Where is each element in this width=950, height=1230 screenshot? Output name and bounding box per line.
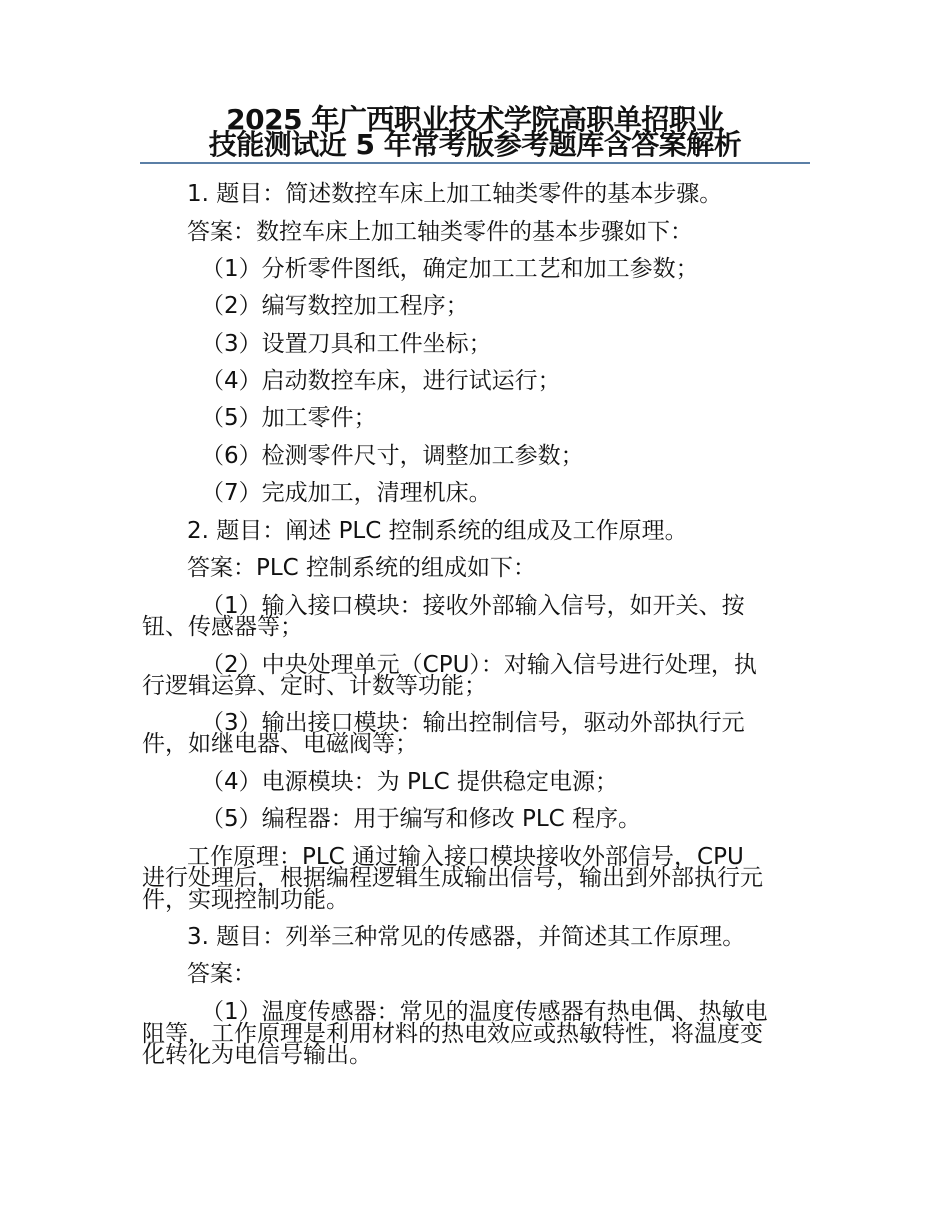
answer-2-item-3: （3）输出接口模块：输出控制信号，驱动外部执行元 — [201, 710, 745, 736]
answer-1-step-7: （7）完成加工，清理机床。 — [201, 480, 492, 506]
answer-3-item-1-cont-1: 阻等，工作原理是利用材料的热电效应或热敏特性，将温度变 — [142, 1021, 763, 1047]
answer-3-intro: 答案： — [187, 961, 256, 987]
answer-1-step-4: （4）启动数控车床，进行试运行； — [201, 368, 561, 394]
answer-2-item-4: （4）电源模块：为 PLC 提供稳定电源； — [201, 769, 618, 795]
answer-2-item-2: （2）中央处理单元（CPU）：对输入信号进行处理，执 — [201, 652, 757, 678]
answer-2-item-2-cont: 行逻辑运算、定时、计数等功能； — [142, 673, 487, 699]
answer-2-item-5: （5）编程器：用于编写和修改 PLC 程序。 — [201, 806, 641, 832]
answer-2-item-3-cont: 件，如继电器、电磁阀等； — [142, 731, 418, 757]
answer-1-step-3: （3）设置刀具和工件坐标； — [201, 331, 492, 357]
question-2: 2. 题目：阐述 PLC 控制系统的组成及工作原理。 — [187, 518, 688, 544]
answer-3-item-1: （1）温度传感器：常见的温度传感器有热电偶、热敏电 — [201, 999, 768, 1025]
answer-2-principle-cont-2: 件，实现控制功能。 — [142, 887, 349, 913]
answer-1-step-1: （1）分析零件图纸，确定加工工艺和加工参数； — [201, 256, 699, 282]
document-title-line-1: 2025 年广西职业技术学院高职单招职业 — [226, 103, 724, 136]
answer-1-step-6: （6）检测零件尺寸，调整加工参数； — [201, 443, 584, 469]
answer-1-step-2: （2）编写数控加工程序； — [201, 293, 469, 319]
answer-1-step-5: （5）加工零件； — [201, 405, 377, 431]
question-1: 1. 题目：简述数控车床上加工轴类零件的基本步骤。 — [187, 181, 723, 207]
answer-2-intro: 答案：PLC 控制系统的组成如下： — [187, 555, 537, 581]
answer-1-intro: 答案：数控车床上加工轴类零件的基本步骤如下： — [187, 219, 693, 245]
question-3: 3. 题目：列举三种常见的传感器，并简述其工作原理。 — [187, 924, 746, 950]
document-title-line-2: 技能测试近 5 年常考版参考题库含答案解析 — [208, 128, 742, 161]
answer-2-item-1: （1）输入接口模块：接收外部输入信号，如开关、按 — [201, 593, 745, 619]
answer-2-principle: 工作原理：PLC 通过输入接口模块接收外部信号，CPU — [187, 844, 744, 870]
title-underline — [140, 162, 810, 164]
answer-3-item-1-cont-2: 化转化为电信号输出。 — [142, 1042, 372, 1068]
answer-2-principle-cont-1: 进行处理后，根据编程逻辑生成输出信号，输出到外部执行元 — [142, 865, 763, 891]
answer-2-item-1-cont: 钮、传感器等； — [142, 614, 303, 640]
